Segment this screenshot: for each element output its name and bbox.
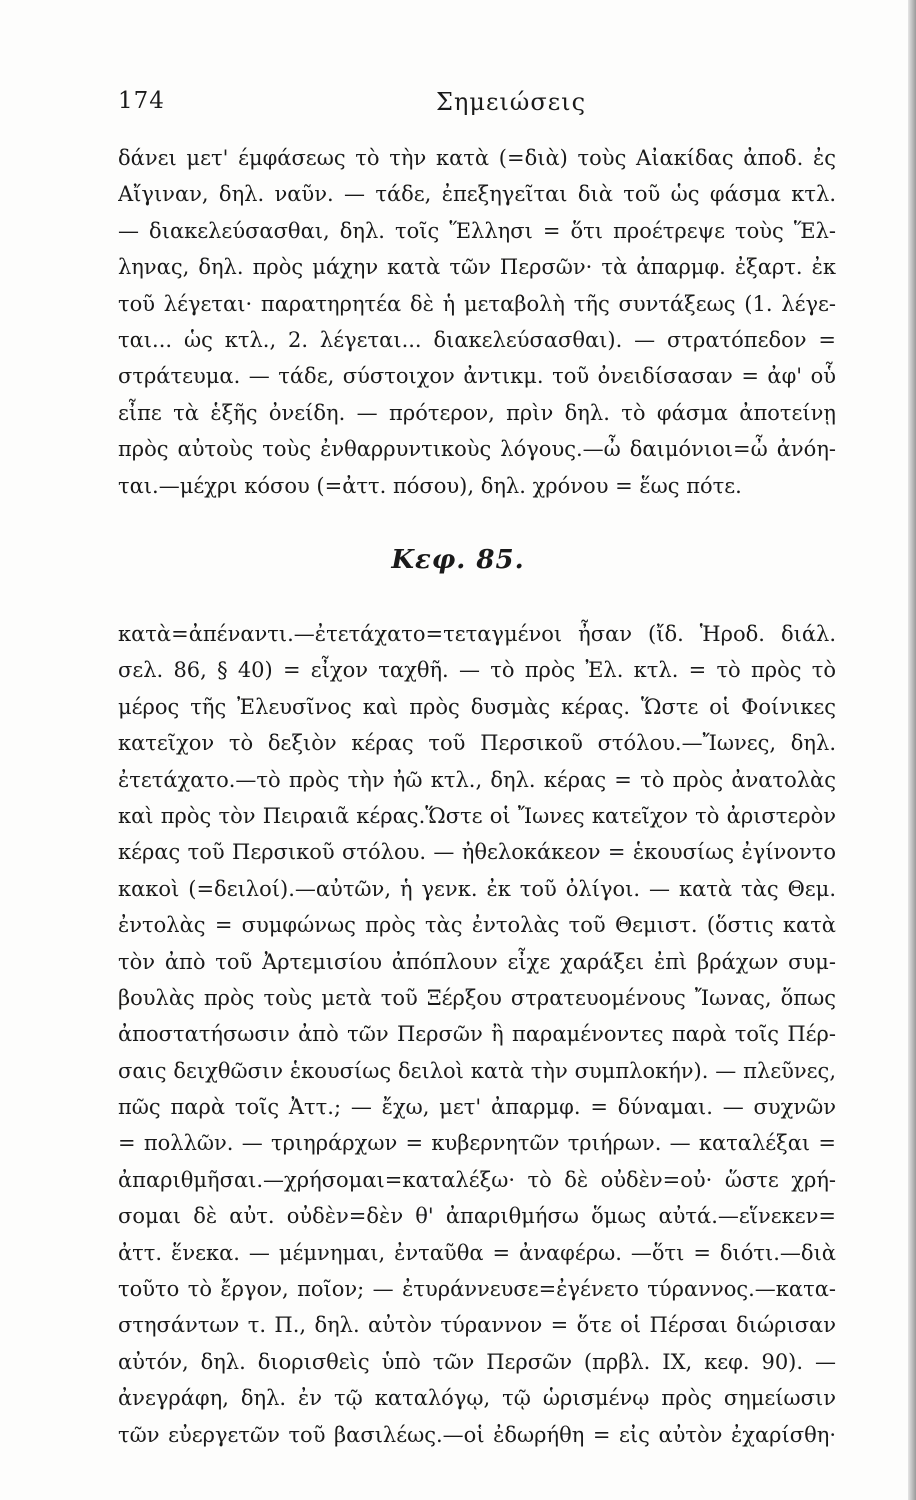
text-line: ληνας, δηλ. πρὸς μάχην κατὰ τῶν Περσῶν· τὰ ἀπαρμφ. ἐξαρτ. ἐκ [118,255,836,280]
text-line: ἀποστατήσωσιν ἀπὸ τῶν Περσῶν ἢ παραμένοντες παρὰ τοῖς Πέρ- [118,1022,836,1047]
text-line: σελ. 86, § 40) = εἶχον ταχθῆ. — τὸ πρὸς Ἐλ. κτλ. = τὸ πρὸς τὸ [118,658,836,683]
text-line: τοῦ λέγεται· παρατηρητέα δὲ ἡ μεταβολὴ τῆς συντάξεως (1. λέγε- [118,291,836,316]
text-line: ἀνεγράφη, δηλ. ἐν τῷ καταλόγῳ, τῷ ὡρισμένῳ πρὸς σημείωσιν [118,1386,836,1411]
text-line: στησάντων τ. Π., δηλ. αὐτὸν τύραννον = ὅτε οἱ Πέρσαι διώρισαν [118,1313,836,1338]
text-line: τοῦτο τὸ ἔργον, ποῖον; — ἐτυράννευσε=ἐγένετο τύραννος.—κατα- [118,1277,836,1302]
notes-paragraph-2 [118,616,836,1453]
text-line: στράτευμα. — τάδε, σύστοιχον ἀντικμ. τοῦ ὀνειδίσασαν = ἀφ' οὗ [118,364,836,389]
text-line: ἀπαριθμῆσαι.—χρήσομαι=καταλέξω· τὸ δὲ οὐδὲν=οὐ· ὥστε χρή- [118,1167,836,1192]
text-line: ται... ὡς κτλ., 2. λέγεται... διακελεύσασθαι). — στρατόπεδον = [118,327,836,352]
text-line: αὐτόν, δηλ. διορισθεὶς ὑπὸ τῶν Περσῶν (πρβλ. IX, κεφ. 90). — [118,1349,836,1374]
running-head: Σημειώσεις [436,88,587,116]
chapter-heading: Κεφ. 85. [391,545,525,575]
text-line: ἐτετάχατο.—τὸ πρὸς τὴν ἠῶ κτλ., δηλ. κέρας = τὸ πρὸς ἀνατολὰς [118,767,836,792]
text-line: — διακελεύσασθαι, δηλ. τοῖς Ἕλλησι = ὅτι προέτρεψε τοὺς Ἕλ- [118,218,836,243]
text-line: κατεῖχον τὸ δεξιὸν κέρας τοῦ Περσικοῦ στόλου.—Ἴωνες, δηλ. [118,731,836,756]
text-line: καὶ πρὸς τὸν Πειραιᾶ κέρας.Ὥστε οἱ Ἴωνες κατεῖχον τὸ ἀριστερὸν [118,803,836,828]
text-line: σομαι δὲ αὐτ. οὐδὲν=δὲν θ' ἀπαριθμήσω ὅμως αὐτά.—εἵνεκεν= [118,1204,836,1229]
text-line: τὸν ἀπὸ τοῦ Ἀρτεμισίου ἀπόπλουν εἶχε χαράξει ἐπὶ βράχων συμ- [118,949,836,974]
text-line: κατὰ=ἀπέναντι.—ἐτετάχατο=τεταγμένοι ἦσαν (ἴδ. Ἡροδ. διάλ. [118,622,836,646]
page-header [118,88,836,120]
text-line: πῶς παρὰ τοῖς Ἀττ.; — ἔχω, μετ' ἀπαρμφ. = δύναμαι. — συχνῶν [118,1095,836,1120]
text-line: ἐντολὰς = συμφώνως πρὸς τὰς ἐντολὰς τοῦ Θεμιστ. (ὅστις κατὰ [118,913,836,938]
text-line: Αἴγιναν, δηλ. ναῦν. — τάδε, ἐπεξηγεῖται διὰ τοῦ ὡς φάσμα κτλ. [118,182,836,207]
notes-paragraph-1 [118,140,836,504]
text-line: εἶπε τὰ ἑξῆς ὀνείδη. — πρότερον, πρὶν δηλ. τὸ φάσμα ἀποτείνῃ [118,400,836,425]
page-number: 174 [118,88,165,114]
page-edge-shadow [908,0,916,1500]
text-line: πρὸς αὐτοὺς τοὺς ἐνθαρρυντικοὺς λόγους.—ὦ δαιμόνιοι=ὦ ἀνόη- [118,437,836,462]
text-line: κέρας τοῦ Περσικοῦ στόλου. — ἠθελοκάκεον = ἑκουσίως ἐγίνοντο [118,840,836,865]
text-line: ται.—μέχρι κόσου (=ἀττ. πόσου), δηλ. χρόνου = ἕως πότε. [118,473,742,498]
text-line: τῶν εὐεργετῶν τοῦ βασιλέως.—οἱ ἐδωρήθη = εἰς αὐτὸν ἐχαρίσθη· [118,1422,836,1447]
text-line: ἀττ. ἕνεκα. — μέμνημαι, ἐνταῦθα = ἀναφέρω. —ὅτι = διότι.—διὰ [118,1240,836,1265]
text-line: μέρος τῆς Ἐλευσῖνος καὶ πρὸς δυσμὰς κέρας. Ὥστε οἱ Φοίνικες [118,694,836,719]
text-line: = πολλῶν. — τριηράρχων = κυβερνητῶν τριήρων. — καταλέξαι = [118,1131,836,1156]
text-line: σαις δειχθῶσιν ἑκουσίως δειλοὶ κατὰ τὴν συμπλοκήν). — πλεῦνες, [118,1058,836,1083]
text-line: δάνει μετ' έμφάσεως τὸ τὴν κατὰ (=διὰ) τοὺς Αἰακίδας ἀποδ. ἐς [118,146,836,170]
text-line: κακοὶ (=δειλοί).—αὐτῶν, ἡ γενκ. ἐκ τοῦ ὀλίγοι. — κατὰ τὰς Θεμ. [118,876,836,901]
text-line: βουλὰς πρὸς τοὺς μετὰ τοῦ Ξέρξου στρατευομένους Ἴωνας, ὅπως [118,985,836,1010]
